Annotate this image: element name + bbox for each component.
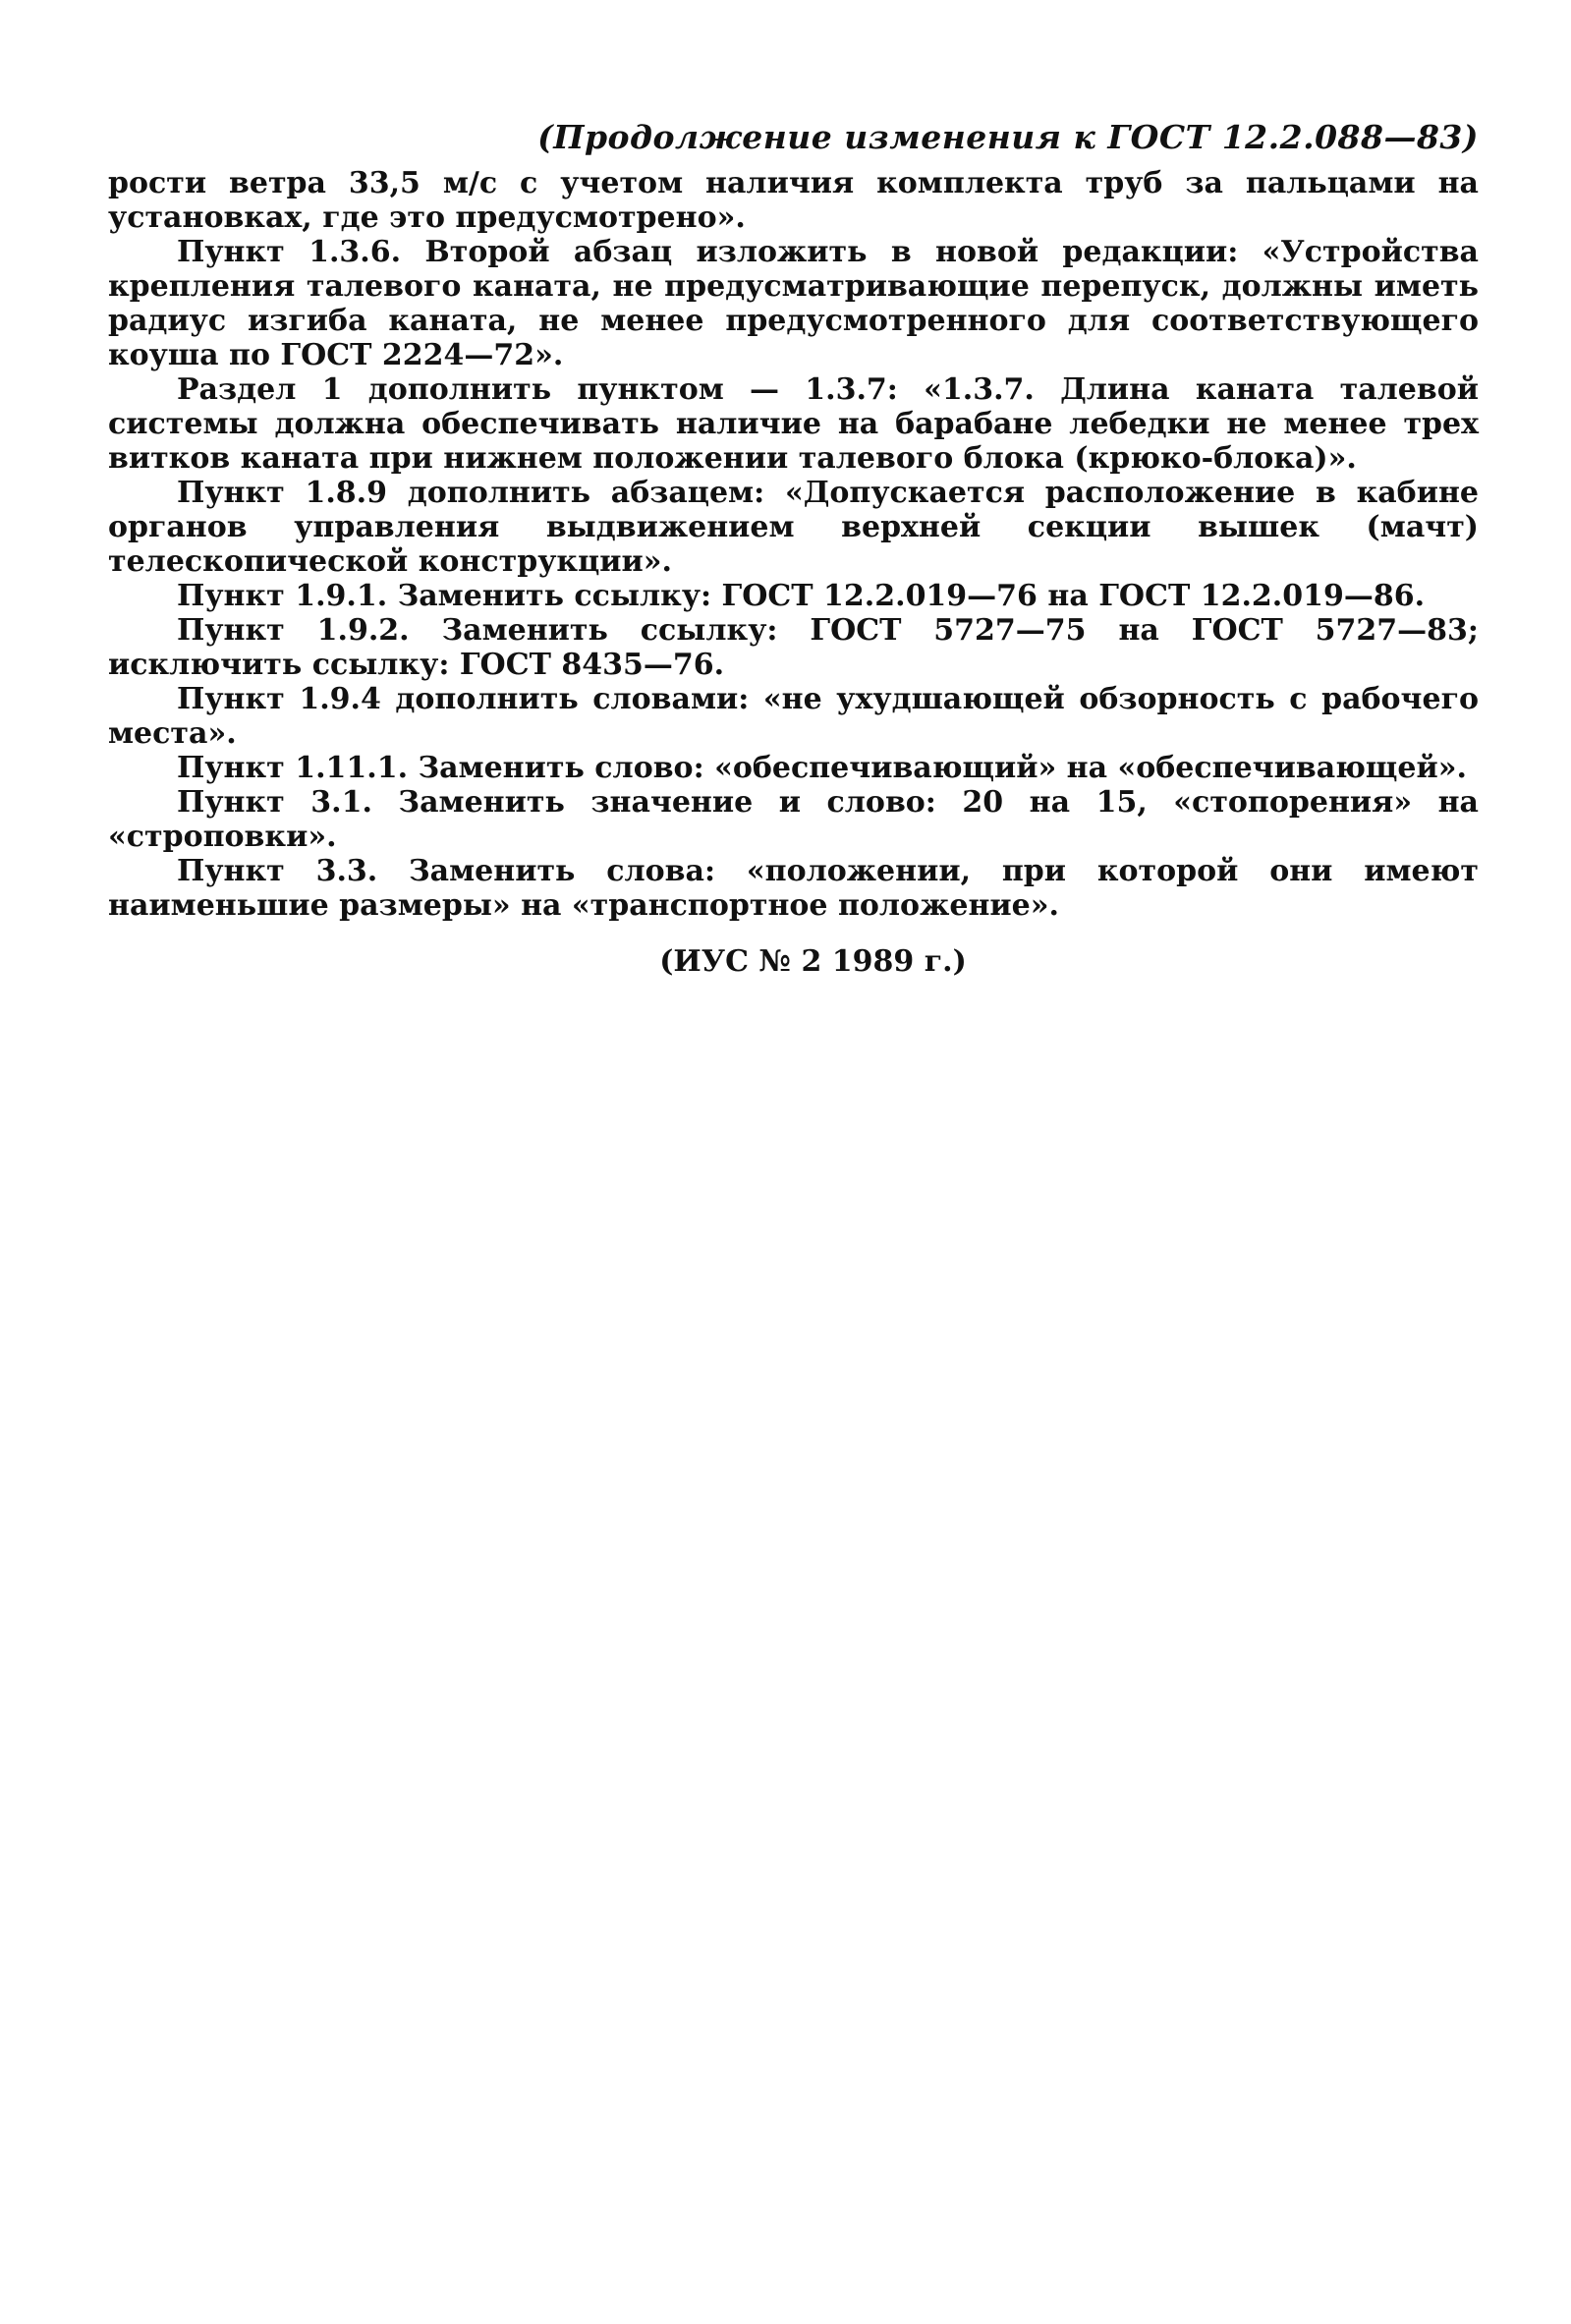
paragraph-item-3-3: Пункт 3.3. Заменить слова: «положении, при которой они имеют наименьшие размеры» на «транспортное положение».: [108, 854, 1479, 923]
paragraph-item-3-1: Пункт 3.1. Заменить значение и слово: 20 на 15, «стопорения» на «строповки».: [108, 785, 1479, 854]
paragraph-item-1-8-9: Пункт 1.8.9 дополнить абзацем: «Допускается расположение в кабине органов управления выдвижением верхней секции вышек (мачт) телескопической конструкции».: [108, 476, 1479, 579]
paragraph-item-1-11-1: Пункт 1.11.1. Заменить слово: «обеспечивающий» на «обеспечивающей».: [177, 751, 1467, 785]
document-page: [108, 118, 1479, 979]
paragraph-item-1-9-4: Пункт 1.9.4 дополнить словами: «не ухудшающей обзорность с рабочего места».: [108, 682, 1479, 751]
paragraph-item-1-9-1: Пункт 1.9.1. Заменить ссылку: ГОСТ 12.2.019—76 на ГОСТ 12.2.019—86.: [177, 579, 1426, 613]
paragraph-item-1-3-7: Раздел 1 дополнить пунктом — 1.3.7: «1.3.7. Длина каната талевой системы должна обеспечивать наличие на барабане лебедки не менее трех витков каната при нижнем положении талевого блока (крюко-блока)».: [108, 372, 1479, 476]
paragraph-item-1-3-6: Пункт 1.3.6. Второй абзац изложить в новой редакции: «Устройства крепления талевого каната, не предусматривающие перепуск, должны иметь радиус изгиба каната, не менее предусмотренного для соответствующего коуша по ГОСТ 2224—72».: [108, 235, 1479, 372]
paragraph-continued: рости ветра 33,5 м/с с учетом наличия комплекта труб за пальцами на установках, где это предусмотрено».: [108, 166, 1479, 235]
running-header: (Продолжение изменения к ГОСТ 12.2.088—83): [537, 118, 1479, 156]
amendment-text: [108, 166, 1479, 923]
source-note: (ИУС № 2 1989 г.): [659, 944, 967, 979]
paragraph-item-1-9-2: Пункт 1.9.2. Заменить ссылку: ГОСТ 5727—75 на ГОСТ 5727—83; исключить ссылку: ГОСТ 8435—76.: [108, 613, 1479, 682]
